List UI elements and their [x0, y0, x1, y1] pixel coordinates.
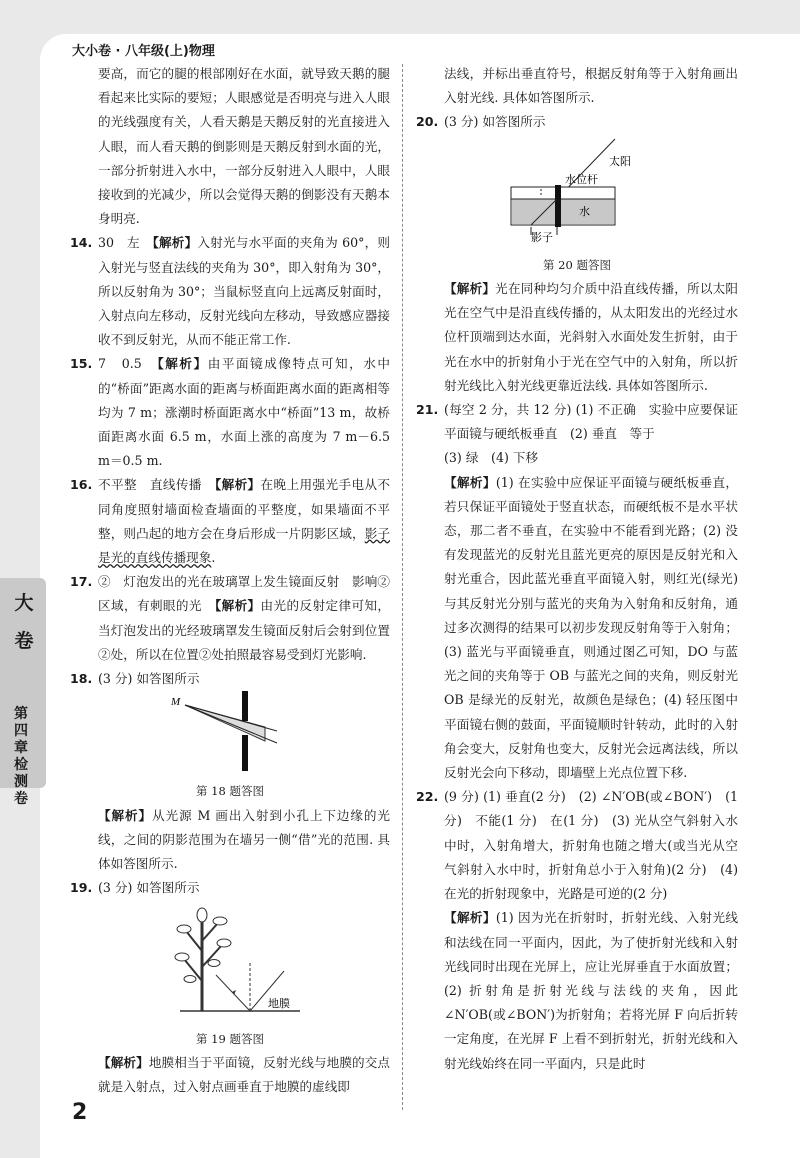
tab-char-top: 大: [14, 592, 34, 614]
chapter-char: 检: [14, 757, 28, 773]
analysis-tag: 【解析】: [444, 281, 496, 297]
question-number: 16.: [70, 477, 93, 493]
chapter-label: [4, 706, 38, 808]
chapter-char: 第: [14, 706, 28, 722]
analysis-text: (1) 在实验中应保证平面镜与硬纸板垂直，若只保证平面镜处于竖直状态，而硬纸板不是水平状态，那二者不垂直，在实验中不能看到光路；(2) 没有发现蓝光的反射光且蓝光更亮的原因是反射光和入射光重合，因此蓝光垂直平面镜入射，则红光(绿光)与其反射光分别与蓝光的夹角为入射角和反射角，通过多次测得的结果可以初步发现反射角等于入射角；(3) 蓝光与平面镜垂直，则通过图乙可知，DO 与蓝光之间的夹角等于 OB 与蓝光之间的夹角，则反射光 OB 是绿光的反射光，故颜色是绿色；(4) 轻压图中平面镜右侧的鼓面，平面镜顺时针转动，此时的入射角会变大，反射角也变大，反射光会远离法线，所以反射光会向下移动，即墙壁上光点位置下移.: [444, 474, 739, 781]
q18-analysis: [70, 804, 390, 877]
column-divider: [402, 64, 403, 1110]
analysis-tag: 【解析】: [152, 235, 198, 251]
analysis-tag: 【解析】: [214, 598, 261, 614]
answer: (每空 2 分，共 12 分) (1) 不正确 实验中应要保证平面镜与硬纸板垂直 (2) 垂直 等于: [444, 402, 738, 442]
question-21: [416, 398, 738, 446]
question-15: [70, 352, 390, 473]
question-20: [416, 110, 738, 134]
figure-18-diagram: [165, 691, 295, 771]
label-m: M: [171, 696, 181, 709]
answer: 30 左: [98, 235, 153, 251]
analysis-text: (1) 因为光在折射时，折射光线、入射光线和法线在同一平面内，因此，为了使折射光线和入射光线同时出现在光屏上，应让光屏垂直于水面放置；(2) 折射角是折射光线与法线的夹角，因此∠N′OB(或∠BON′)为折射角；若将光屏 F 向后折转一定角度，在光屏 F 上看不到折射光，折射光线和入射光线始终在同一平面内，只是此时: [444, 910, 739, 1071]
chapter-char: 卷: [14, 791, 28, 807]
answer: (3 分) 如答图所示: [444, 114, 546, 130]
figure-20-diagram: [497, 135, 657, 245]
analysis-text: 在晚上用强光手电从不同角度照射墙面检查墙面的平整度，如果墙面不平整，则凸起的地方会在身后形成一片阴影区域，: [98, 477, 391, 541]
q19-continuation: 法线，并标出垂直符号，根据反射角等于入射角画出入射光线. 具体如答图所示.: [444, 66, 738, 106]
q19-analysis: [70, 1051, 390, 1099]
analysis-tag: 【解析】: [444, 474, 496, 490]
analysis-text: 由平面镜成像特点可知，水中的“桥面”距离水面的距离与桥面距离水面的距离相等均为 7 m；涨潮时桥面距离水中“桥面”13 m，故桥面距离水面 6.5 m，水面上涨的高度为 7 m－6.5 m＝0.5 m.: [98, 356, 391, 469]
label-mulch: 地膜: [268, 996, 290, 1010]
q13-continuation: 要高，而它的腿的根部刚好在水面，就导致天鹅的腿看起来比实际的要短；人眼感觉是否明亮与进入人眼的光线强度有关，人看天鹅是天鹅反射的光直接进入人眼，而人看天鹅的倒影则是天鹅反射到水面的光，一部分折射进入水中，一部分反射进入人眼中，人眼接收到的光减少，所以会觉得天鹅的倒影没有天鹅本身明亮.: [98, 66, 390, 227]
label-water: 水: [579, 204, 590, 218]
chapter-char: 四: [14, 723, 28, 739]
analysis-text: 从光源 M 画出入射到小孔上下边缘的光线，之间的阴影范围为在墙另一侧“借”光的范围. 具体如答图所示.: [98, 807, 391, 872]
period: .: [211, 550, 216, 566]
label-shadow: 影子: [531, 230, 553, 244]
figure-19-diagram: [150, 901, 310, 1019]
analysis-text: 入射光与水平面的夹角为 60°，则入射光与竖直法线的夹角为 30°，即入射角为 30°，所以反射角为 30°；当鼠标竖直向上远离反射面时，入射点向左移动，反射光线向左移动，导致感应器接收不到反射光，从而不能正常工作.: [98, 235, 391, 348]
page-header: 大小卷 · 八年级(上)物理: [72, 44, 215, 59]
answer: (3 分) 如答图所示: [98, 880, 200, 896]
answer: (3 分) 如答图所示: [98, 671, 200, 687]
question-14: [70, 231, 390, 352]
chapter-char: 测: [14, 774, 28, 790]
question-number: 14.: [70, 235, 93, 251]
figure-18: [70, 691, 390, 779]
wavy-underlined-text: 影子是光的直线传播现象: [98, 525, 391, 566]
analysis-text: 由光的反射定律可知，当灯泡发出的光经玻璃罩发生镜面反射后会射到位置②处，所以在位置②处拍照最容易受到灯光影响.: [98, 598, 391, 662]
question-number: 18.: [70, 671, 93, 687]
q21-analysis: [416, 471, 738, 786]
figure-19: [70, 901, 390, 1027]
chapter-char: 章: [14, 740, 28, 756]
analysis-tag: 【解析】: [214, 477, 261, 493]
answer-continued: (3) 绿 (4) 下移: [444, 450, 539, 466]
q20-analysis: [416, 277, 738, 398]
analysis-tag: 【解析】: [157, 356, 208, 372]
label-sun: 太阳: [609, 154, 631, 168]
q22-analysis: [416, 906, 738, 1075]
answer: 7 0.5: [98, 356, 158, 372]
analysis-tag: 【解析】: [98, 1054, 149, 1070]
page-number: 2: [72, 1100, 88, 1125]
answer: 不平整 直线传播: [98, 477, 215, 493]
side-tab-label: [12, 590, 36, 654]
question-number: 22.: [416, 789, 439, 805]
analysis-text: 光在同种均匀介质中沿直线传播，所以太阳光在空气中是沿直线传播的，从太阳发出的光经过水位杆顶端到达水面，光斜射入水面处发生折射，由于光在水中的折射角小于光在空气中的入射角，所以折射光线比入射光线更靠近法线. 具体如答图所示.: [444, 281, 739, 393]
tab-char-bottom: 卷: [14, 630, 34, 652]
question-18: [70, 667, 390, 691]
question-number: 19.: [70, 880, 93, 896]
figure-20: [416, 135, 738, 253]
question-16: [70, 473, 390, 570]
question-number: 20.: [416, 114, 439, 130]
figure-18-caption: 第 18 题答图: [196, 784, 264, 799]
label-pole: 水位杆: [565, 172, 598, 186]
left-column: [70, 62, 390, 1099]
right-column: [416, 62, 738, 1076]
figure-19-caption: 第 19 题答图: [196, 1031, 264, 1046]
analysis-tag: 【解析】: [444, 910, 496, 926]
answer: ② 灯泡发出的光在玻璃罩上发生镜面反射 影响②区域，有刺眼的光: [98, 574, 390, 614]
question-number: 17.: [70, 574, 93, 590]
question-number: 21.: [416, 402, 439, 418]
question-19: [70, 876, 390, 900]
question-17: [70, 570, 390, 667]
question-number: 15.: [70, 356, 93, 372]
answer: (9 分) (1) 垂直(2 分) (2) ∠N′OB(或∠BON′) (1 分) 不能(1 分) 在(1 分) (3) 光从空气斜射入水中时，入射角增大，折射角也随之增大(或当光从空气斜射入水中时，折射角总小于入射角)(2 分) (4) 在光的折射现象中，光路是可逆的(2 分): [444, 789, 738, 902]
question-22: [416, 785, 738, 906]
analysis-tag: 【解析】: [98, 807, 153, 823]
figure-20-caption: 第 20 题答图: [543, 257, 611, 272]
analysis-text: 地膜相当于平面镜，反射光线与地膜的交点就是入射点，过入射点画垂直于地膜的虚线即: [98, 1054, 391, 1095]
